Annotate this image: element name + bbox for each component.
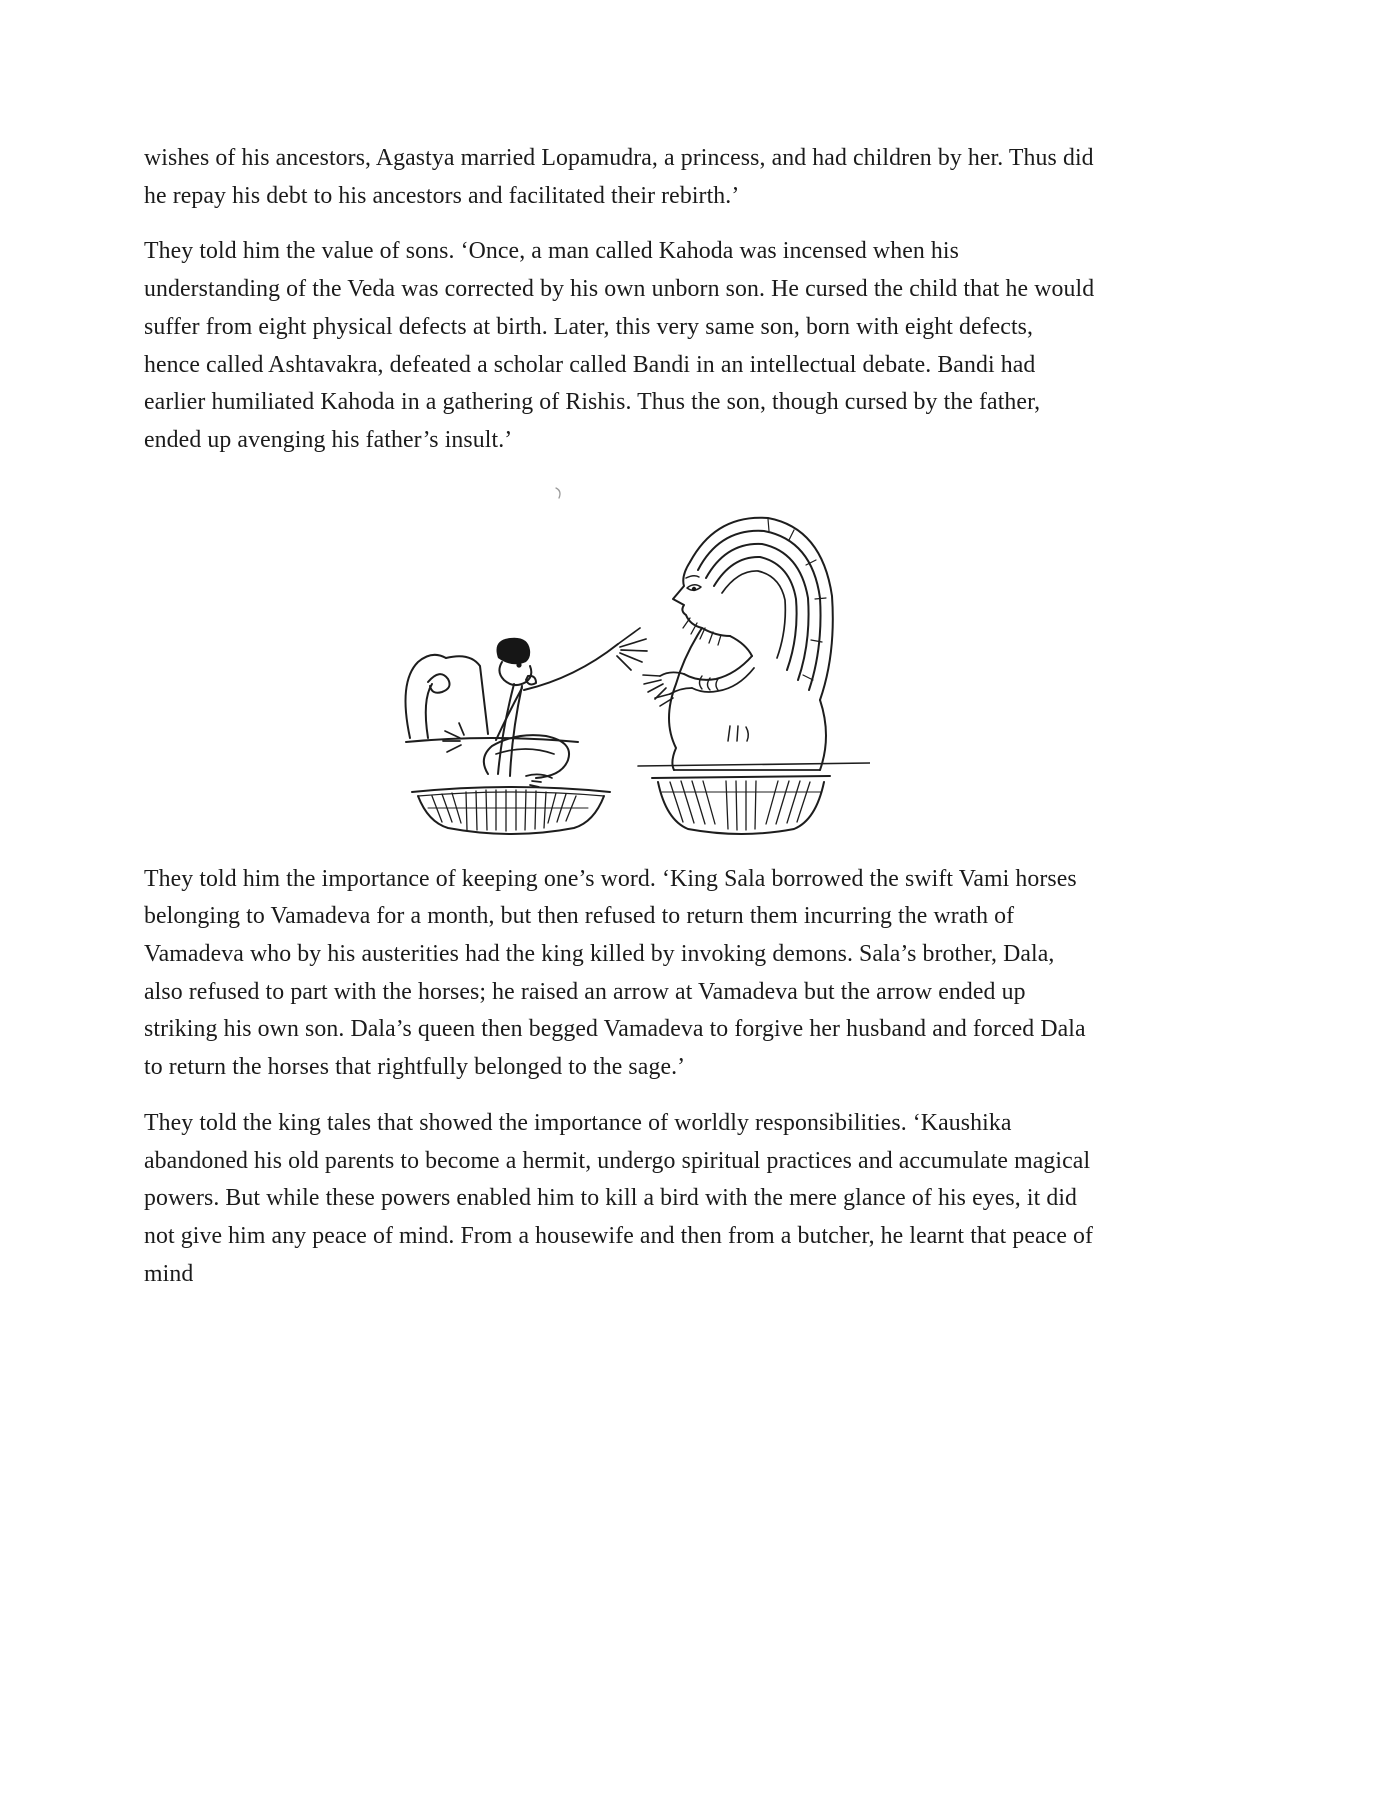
paragraph-2: They told him the value of sons. ‘Once, a man called Kahoda was incensed when his understanding of the Veda was corrected by his own unborn son. He cursed the child that he would suffer from eight physical defects at birth. Later, this very same son, born with eight defects, hence called Ashtavakra, defeated a scholar called Bandi in an intellectual debate. Bandi had earlier humiliated Kahoda in a gathering of Rishis. Thus the son, though cursed by the father, ended up avenging his father’s insult.’: [144, 238, 1095, 453]
paragraph-1: wishes of his ancestors, Agastya married Lopamudra, a princess, and had children by her. Thus did he repay his debt to his ancestors and facilitated their rebirth.’: [144, 145, 1094, 209]
left-sage-figure: [405, 628, 647, 787]
story-illustration: [144, 486, 1095, 841]
right-sage-figure: [643, 517, 833, 769]
left-mat: [412, 787, 610, 834]
two-sages-sketch-icon: [370, 486, 870, 841]
stray-pen-mark: [556, 488, 560, 498]
right-mat: [638, 763, 870, 834]
paragraph-3: They told him the importance of keeping one’s word. ‘King Sala borrowed the swift Vami horses belonging to Vamadeva for a month, but then refused to return them incurring the wrath of Vamadeva who by his austerities had the king killed by invoking demons. Sala’s brother, Dala, also refused to part with the horses; he raised an arrow at Vamadeva but the arrow ended up striking his own son. Dala’s queen then begged Vamadeva to forgive her husband and forced Dala to return the horses that rightfully belonged to the sage.’: [144, 865, 1086, 1081]
paragraph-4: They told the king tales that showed the importance of worldly responsibilities. ‘Kaushika abandoned his old parents to become a hermit, undergo spiritual practices and accumulate magical powers. But while these powers enabled him to kill a bird with the mere glance of his eyes, it did not give him any peace of mind. From a housewife and then from a butcher, he learnt that peace of mind: [144, 1109, 1094, 1287]
